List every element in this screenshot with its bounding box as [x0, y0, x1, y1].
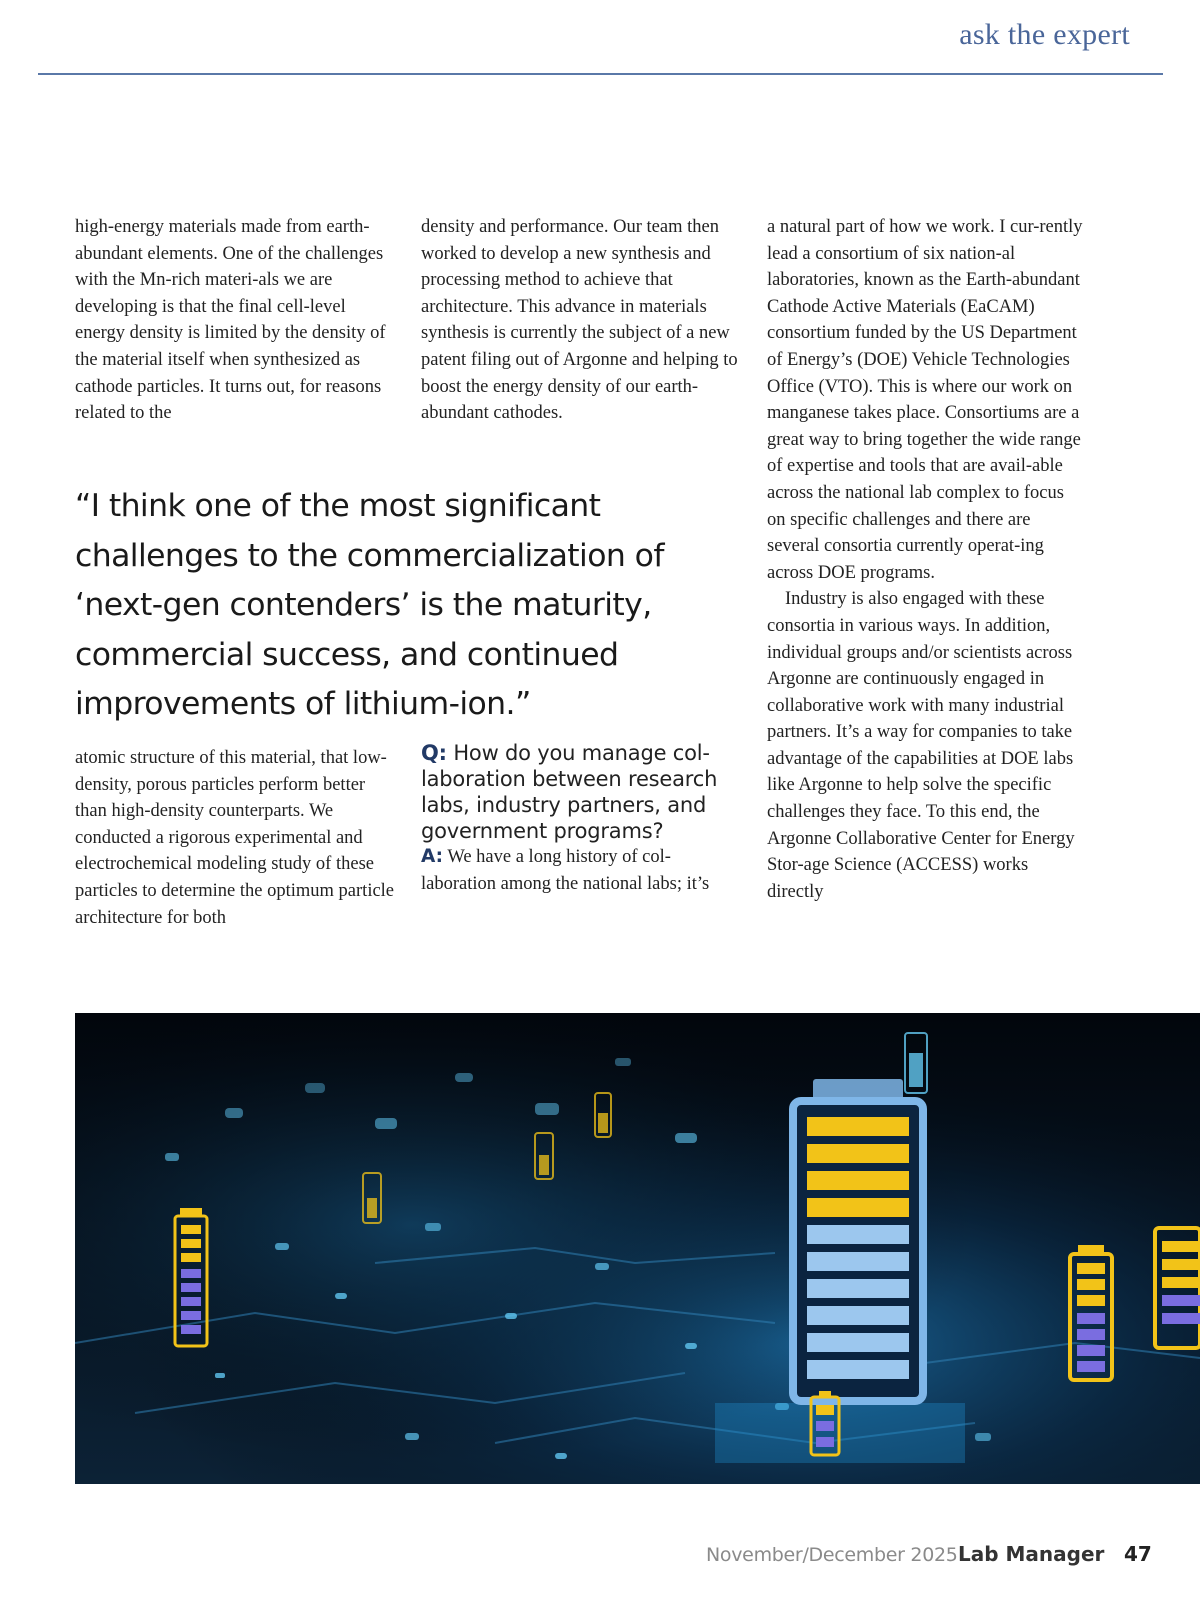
- body-paragraph: atomic structure of this material, that low-density, porous particles perform better than high-density counterparts. We conducted a rigorous experimental and electrochemical modeling study of these particles to determine the optimum particle architecture for both: [75, 748, 395, 928]
- column-2-top: [421, 214, 741, 427]
- page-number: 47: [1124, 1542, 1152, 1566]
- body-paragraph: density and performance. Our team then worked to develop a new synthesis and processing method to achieve that architecture. This advance in materials synthesis is currently the subject of a new patent filing out of Argonne and helping to boost the energy density of our earth-abundant cathodes.: [421, 217, 738, 424]
- question: [421, 740, 741, 844]
- question-text: How do you manage col-laboration between research labs, industry partners, and government programs?: [421, 741, 718, 843]
- question-marker: Q:: [421, 741, 447, 765]
- battery-circuit-icon: [75, 1013, 1200, 1484]
- answer-marker: A:: [421, 846, 444, 867]
- body-paragraph: a natural part of how we work. I cur-rently lead a consortium of six nation-al laboratories, known as the Earth-abundant Cathode Active Materials (EaCAM) consortium funded by the US Department of Energy’s (DOE) Vehicle Technologies Office (VTO). This is where our work on manganese takes place. Consortiums are a great way to bring together the wide range of expertise and tools that are avail-able across the national lab complex to focus on specific challenges and there are several consortia currently operat-ing across DOE programs.: [767, 217, 1083, 583]
- column-1-bottom: [75, 745, 395, 931]
- column-1-top: [75, 214, 395, 427]
- body-paragraph: high-energy materials made from earth-abundant elements. One of the challenges with the Mn-rich materi-als we are developing is that the final cell-level energy density is limited by the density of the material itself when synthesized as cathode particles. It turns out, for reasons related to the: [75, 217, 386, 424]
- body-paragraph: Industry is also engaged with these consortia in various ways. In addition, individual groups and/or scientists across Argonne are continuously engaged in collaborative work with many industrial partners. It’s a way for companies to take advantage of the capabilities at DOE labs like Argonne to help solve the specific challenges they face. To this end, the Argonne Collaborative Center for Energy Stor-age Science (ACCESS) works directly: [767, 589, 1075, 902]
- magazine-name: Lab Manager: [958, 1542, 1105, 1566]
- answer: [421, 844, 741, 897]
- answer-text: We have a long history of col-laboration among the national labs; it’s: [421, 847, 710, 894]
- section-label: ask the expert: [959, 18, 1130, 51]
- issue-date: November/December 2025: [706, 1544, 958, 1566]
- battery-circuit-illustration: [75, 1013, 1200, 1484]
- qa-block: [421, 740, 741, 897]
- column-3: [767, 214, 1087, 905]
- pull-quote: “I think one of the most significant challenges to the commercialization of ‘next-gen contenders’ is the maturity, commercial success, and continued improvements of lithium-ion.”: [75, 488, 664, 722]
- header-rule: [38, 73, 1163, 75]
